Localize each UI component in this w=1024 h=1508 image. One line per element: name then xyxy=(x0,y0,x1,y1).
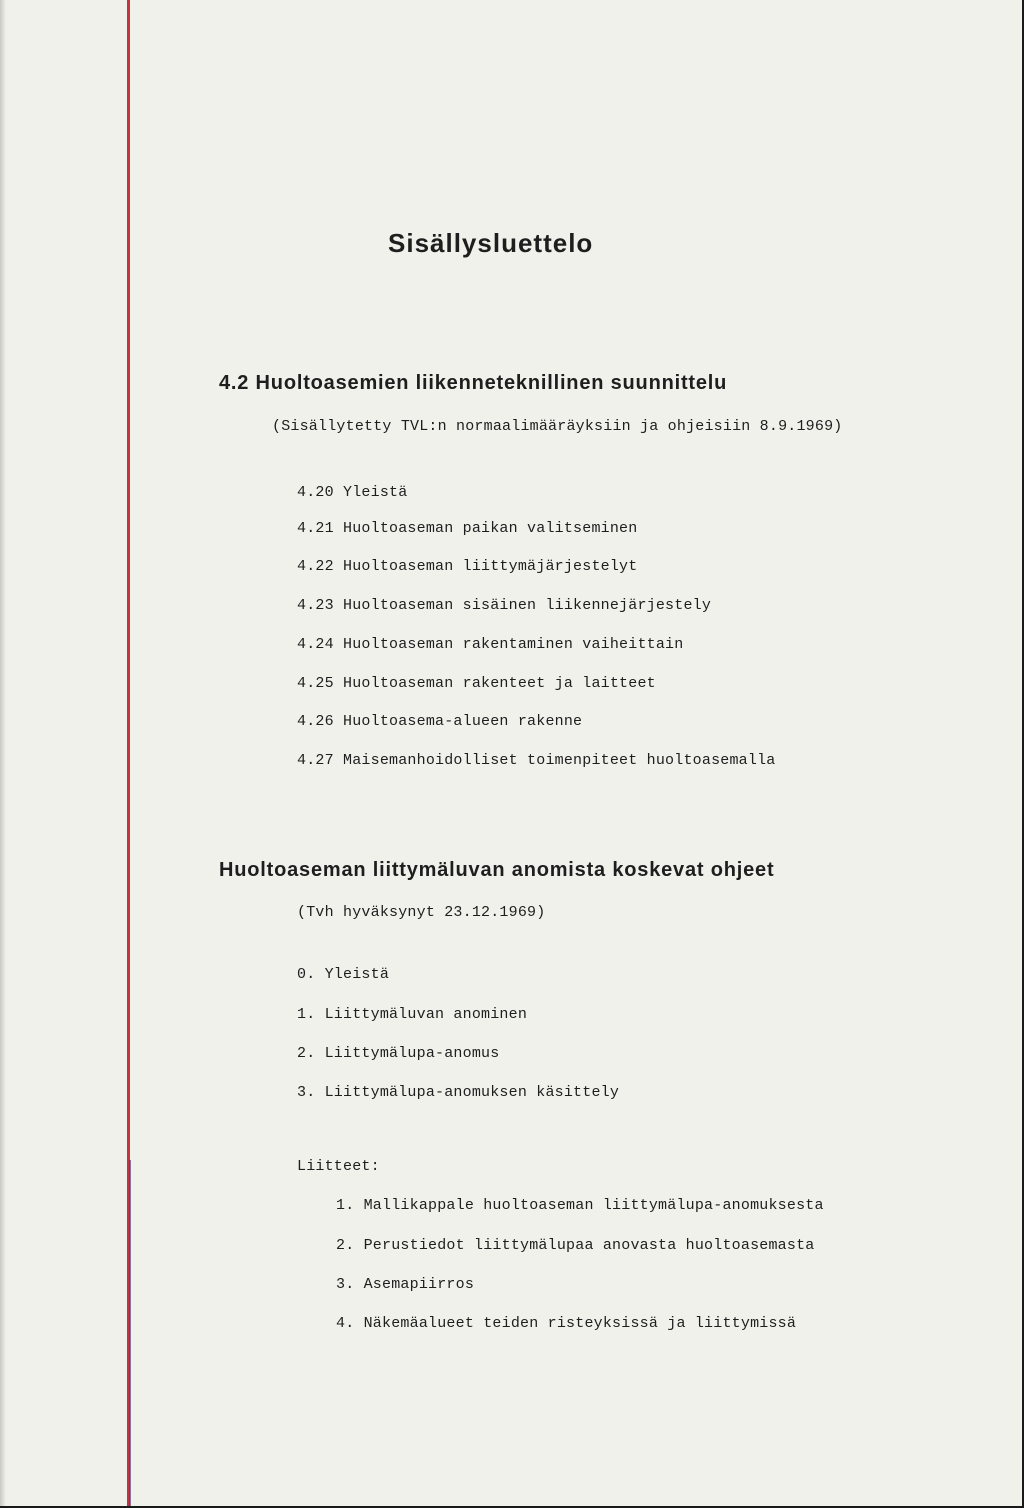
toc-item: 4.22 Huoltoaseman liittymäjärjestelyt xyxy=(297,558,638,575)
section-note: (Tvh hyväksynyt 23.12.1969) xyxy=(297,904,546,921)
attachment-item: 1. Mallikappale huoltoaseman liittymälupa-anomuksesta xyxy=(336,1197,824,1214)
page-title: Sisällysluettelo xyxy=(388,228,594,258)
toc-item: 3. Liittymälupa-anomuksen käsittely xyxy=(297,1084,620,1101)
attachment-item: 4. Näkemäalueet teiden risteyksissä ja liittymissä xyxy=(336,1315,797,1332)
toc-item: 4.23 Huoltoaseman sisäinen liikennejärjestely xyxy=(297,597,712,614)
toc-item: 4.20 Yleistä xyxy=(297,484,408,501)
toc-item: 4.21 Huoltoaseman paikan valitseminen xyxy=(297,520,638,537)
toc-item: 4.25 Huoltoaseman rakenteet ja laitteet xyxy=(297,675,656,692)
toc-item: 1. Liittymäluvan anominen xyxy=(297,1006,528,1023)
attachments-label: Liitteet: xyxy=(297,1158,380,1175)
toc-item: 0. Yleistä xyxy=(297,966,390,983)
section-heading-liittymaluvan: Huoltoaseman liittymäluvan anomista koskevat ohjeet xyxy=(219,859,775,881)
page-left-shadow xyxy=(0,0,6,1508)
toc-item: 2. Liittymälupa-anomus xyxy=(297,1045,500,1062)
margin-line-overlay xyxy=(129,1160,131,1508)
section-note: (Sisällytetty TVL:n normaalimääräyksiin ja ohjeisiin 8.9.1969) xyxy=(272,418,843,435)
attachment-item: 3. Asemapiirros xyxy=(336,1276,475,1293)
section-heading-4-2: 4.2 Huoltoasemien liikenneteknillinen suunnittelu xyxy=(219,372,728,394)
toc-item: 4.27 Maisemanhoidolliset toimenpiteet huoltoasemalla xyxy=(297,752,776,769)
attachment-item: 2. Perustiedot liittymälupaa anovasta huoltoasemasta xyxy=(336,1237,815,1254)
toc-item: 4.24 Huoltoaseman rakentaminen vaiheittain xyxy=(297,636,684,653)
toc-item: 4.26 Huoltoasema-alueen rakenne xyxy=(297,713,583,730)
